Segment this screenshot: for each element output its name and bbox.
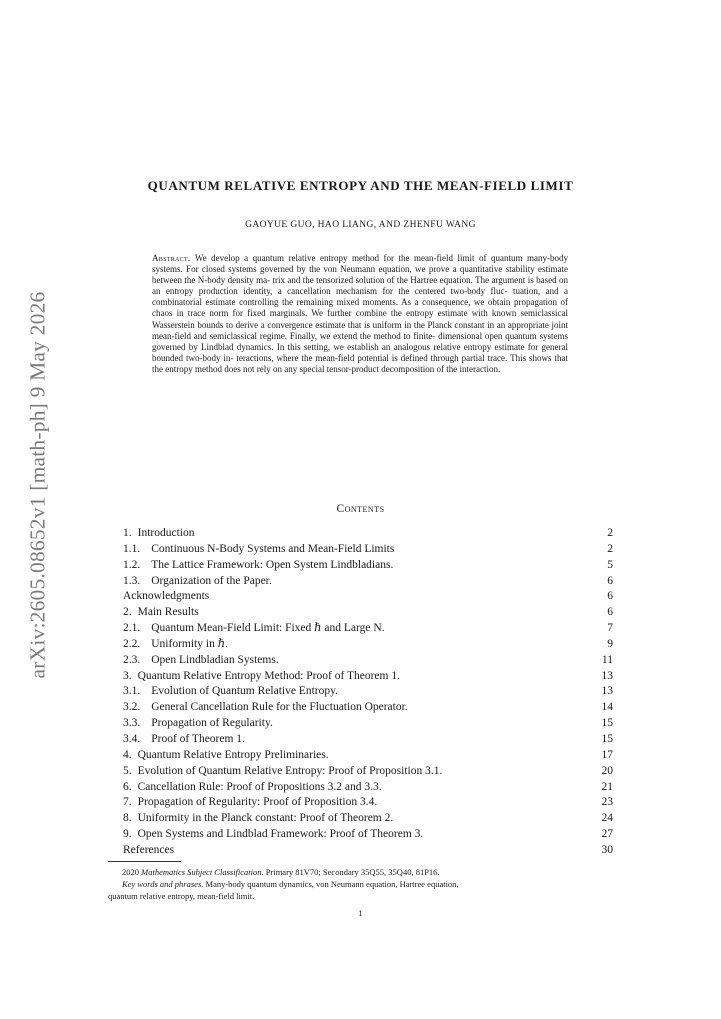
toc-entry-label [123, 795, 377, 811]
toc-entry-number: 1.1. [123, 542, 141, 555]
toc-entry[interactable] [123, 700, 613, 716]
toc-entry-title: Propagation of Regularity: Proof of Proposition 3.4. [137, 796, 378, 809]
toc-entry-page: 7 [607, 622, 613, 635]
abstract-body: We develop a quantum relative entropy method for the mean-field limit of quantum many-body systems. For closed systems governed by the von Neumann equation, we prove a quantitative stability estimate between the N-body density ma- trix and the tensorized solution of the Hartree equation. The argument is based on an entropy production identity, a cancellation mechanism for the centered two-body fluc- tuation, and a combinatorial estimate controlling the remaining mixed moments. As a consequence, we obtain propagation of chaos in trace norm for fixed marginals. We further combine the entropy estimate with known semiclassical Wasserstein bounds to derive a convergence estimate that is uniform in the Planck constant in an appropriate joint mean-field and semiclassical regime. Finally, we extend the method to finite- dimensional open quantum systems governed by Lindblad dynamics. In this setting, we establish an analogous relative entropy estimate for general bounded two-body in- teractions, where the mean-field potential is defined through partial trace. This shows that the entropy method does not rely on any special tensor-product decomposition of the interaction. [152, 253, 568, 374]
toc-entry-title: General Cancellation Rule for the Fluctuation Operator. [151, 701, 408, 714]
toc-entry-page: 23 [601, 796, 613, 809]
toc-entry-page: 5 [607, 558, 613, 571]
toc-entry-title: Evolution of Quantum Relative Entropy: Proof of Proposition 3.1. [137, 764, 443, 777]
toc-entry[interactable] [123, 732, 613, 748]
toc-entry-page: 14 [601, 701, 613, 714]
toc-entry-title: Continuous N-Body Systems and Mean-Field Limits [151, 542, 395, 555]
toc-entry[interactable] [123, 843, 613, 859]
toc-entry-label [123, 780, 382, 796]
toc-entry[interactable] [123, 653, 613, 669]
toc-entry[interactable] [123, 621, 613, 637]
toc-entry[interactable] [123, 795, 613, 811]
toc-entry-title: Uniformity in ℏ. [151, 637, 228, 650]
toc-entry-label [123, 811, 393, 827]
toc-entry-number: 3.3. [123, 717, 141, 730]
toc-entry-page: 13 [601, 669, 613, 682]
toc-entry-page: 6 [607, 574, 613, 587]
toc-entry[interactable] [123, 764, 613, 780]
footnotes [108, 866, 613, 903]
paper-title: QUANTUM RELATIVE ENTROPY AND THE MEAN-FIELD LIMIT [147, 178, 574, 193]
keywords-footnote-cont: quantum relative entropy, mean-field limit. [108, 891, 255, 902]
page-number: 1 [358, 908, 363, 918]
toc-entry-number: 3.1. [123, 685, 141, 698]
msc-footnote [108, 866, 613, 878]
arxiv-sidebar [18, 290, 58, 680]
toc-entry[interactable] [123, 716, 613, 732]
toc-entry-title: Cancellation Rule: Proof of Propositions 3.2 and 3.3. [137, 780, 382, 793]
msc-text: Primary 81V70; Secondary 35Q55, 35Q40, 81P16. [265, 867, 440, 877]
toc-entry-page: 15 [601, 717, 613, 730]
toc-entry-title: Proof of Theorem 1. [151, 732, 245, 745]
toc-entry-number: 5. [123, 764, 132, 777]
toc-entry-page: 2 [607, 542, 613, 555]
toc-entry-number: 7. [123, 796, 132, 809]
toc-entry-label [123, 574, 272, 590]
toc-entry-label [123, 542, 394, 558]
toc-entry-label [123, 653, 279, 669]
toc-entry-label [123, 558, 393, 574]
toc-entry-label [123, 732, 245, 748]
toc-entry[interactable] [123, 574, 613, 590]
toc-entry-title: Uniformity in the Planck constant: Proof of Theorem 2. [137, 812, 394, 825]
toc-entry-number: 2.1. [123, 622, 141, 635]
toc-entry-label [123, 764, 442, 780]
msc-year: 2020 [122, 867, 139, 877]
toc-entry-label [123, 827, 423, 843]
keywords-footnote [108, 878, 613, 890]
toc-entry-number: 2.3. [123, 653, 141, 666]
toc-entry-number: 8. [123, 812, 132, 825]
toc-entry-number: 1.3. [123, 574, 141, 587]
toc-entry-page: 11 [601, 653, 613, 666]
toc-entry-page: 15 [601, 732, 613, 745]
toc-entry-title: Quantum Mean-Field Limit: Fixed ℏ and Large N. [151, 622, 385, 635]
toc-entry-title: Quantum Relative Entropy Method: Proof of Theorem 1. [137, 669, 400, 682]
toc-entry-number: 2. [123, 606, 132, 619]
toc-entry-label [123, 700, 408, 716]
toc-entry[interactable] [123, 589, 613, 605]
footnote-rule [108, 861, 181, 862]
toc-entry-page: 9 [607, 637, 613, 650]
toc-entry-label [123, 748, 329, 764]
toc-entry-label [123, 605, 199, 621]
toc-entry[interactable] [123, 605, 613, 621]
toc-entry-page: 30 [601, 843, 613, 856]
toc-entry-title: Propagation of Regularity. [151, 717, 273, 730]
toc-entry-page: 6 [607, 590, 613, 603]
toc-entry[interactable] [123, 637, 613, 653]
contents-heading: Contents [336, 503, 385, 515]
toc-entry-label [123, 621, 385, 637]
keywords-label: Key words and phrases. [122, 879, 204, 890]
paper-authors: GAOYUE GUO, HAO LIANG, AND ZHENFU WANG [245, 220, 476, 230]
toc-entry-number: 4. [123, 748, 132, 761]
toc-entry-title: Evolution of Quantum Relative Entropy. [151, 685, 338, 698]
toc-entry-number: 2.2. [123, 637, 141, 650]
keywords-text-1: Many-body quantum dynamics, von Neumann equation, Hartree equation, [205, 879, 459, 890]
toc-entry-page: 2 [607, 527, 613, 539]
toc-entry-title: The Lattice Framework: Open System Lindbladians. [151, 558, 394, 571]
toc-entry-title: Open Lindbladian Systems. [151, 653, 279, 666]
toc-entry-page: 20 [601, 764, 613, 777]
toc-entry-title: Main Results [137, 606, 199, 619]
toc-entry-number: 3.2. [123, 701, 141, 714]
toc-entry-title: Acknowledgments [123, 590, 210, 603]
toc-entry-page: 13 [601, 685, 613, 698]
toc-entry[interactable] [123, 669, 613, 685]
toc-entry-title: Organization of the Paper. [151, 574, 272, 587]
toc-entry-label [123, 843, 174, 859]
toc-entry-page: 21 [601, 780, 613, 793]
toc-entry[interactable] [123, 542, 613, 558]
toc-entry-label [123, 716, 273, 732]
toc-entry[interactable] [123, 780, 613, 796]
toc-entry[interactable] [123, 827, 613, 843]
toc-entry-label [123, 589, 209, 605]
toc-entry-label [123, 669, 400, 685]
abstract [152, 253, 568, 375]
toc-entry-number: 1. [123, 527, 132, 539]
toc-entry-number: 3.4. [123, 732, 141, 745]
abstract-heading: Abstract. [152, 253, 191, 263]
toc-entry[interactable] [123, 748, 613, 764]
toc-entry-page: 27 [601, 828, 613, 841]
table-of-contents [123, 526, 613, 859]
toc-entry-title: Open Systems and Lindblad Framework: Proof of Theorem 3. [137, 828, 424, 841]
toc-entry-page: 17 [601, 748, 613, 761]
toc-entry-number: 9. [123, 828, 132, 841]
toc-entry-number: 6. [123, 780, 132, 793]
toc-entry-number: 1.2. [123, 558, 141, 571]
toc-entry-title: References [123, 843, 175, 856]
toc-entry-title: Quantum Relative Entropy Preliminaries. [137, 748, 329, 761]
toc-entry-label [123, 637, 228, 653]
arxiv-identifier: arXiv:2605.08652v1 [math-ph] 9 May 2026 [25, 291, 50, 679]
toc-entry-label [123, 526, 194, 542]
toc-entry-title: Introduction [137, 527, 195, 539]
toc-entry[interactable] [123, 558, 613, 574]
msc-label: Mathematics Subject Classification. [141, 867, 264, 877]
toc-entry[interactable] [123, 526, 613, 542]
toc-entry-number: 3. [123, 669, 132, 682]
toc-entry[interactable] [123, 684, 613, 700]
toc-entry[interactable] [123, 811, 613, 827]
toc-entry-page: 6 [607, 606, 613, 619]
toc-entry-label [123, 684, 338, 700]
toc-entry-page: 24 [601, 812, 613, 825]
